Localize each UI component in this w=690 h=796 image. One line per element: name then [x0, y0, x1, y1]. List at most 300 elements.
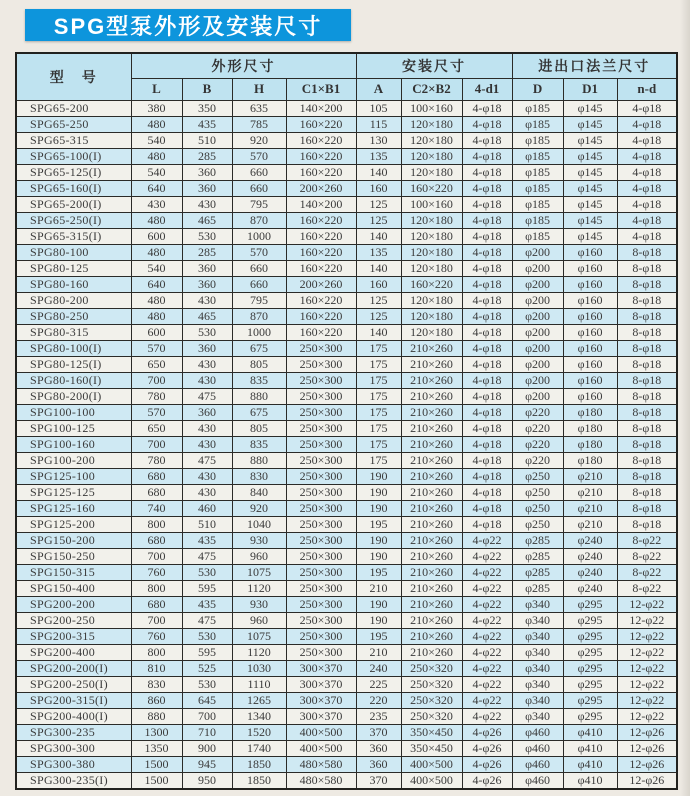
value-cell: 250×300 [286, 404, 356, 420]
value-cell: 250×300 [286, 500, 356, 516]
value-cell: 120×180 [401, 164, 462, 180]
value-cell: φ340 [512, 708, 563, 724]
value-cell: 475 [182, 452, 232, 468]
value-cell: 8-φ18 [617, 484, 677, 500]
value-cell: 400×500 [286, 740, 356, 756]
value-cell: 860 [131, 692, 182, 708]
table-row [16, 372, 677, 388]
value-cell: 660 [232, 260, 286, 276]
value-cell: 125 [356, 308, 401, 324]
value-cell: 210 [356, 580, 401, 596]
model-cell: SPG80-200(I) [16, 388, 131, 404]
value-cell: 12-φ22 [617, 644, 677, 660]
value-cell: 4-φ26 [462, 740, 512, 756]
table-row [16, 244, 677, 260]
value-cell: φ460 [512, 756, 563, 772]
value-cell: 250×300 [286, 340, 356, 356]
value-cell: 945 [182, 756, 232, 772]
model-cell: SPG80-315 [16, 324, 131, 340]
value-cell: 300×370 [286, 692, 356, 708]
value-cell: 1850 [232, 756, 286, 772]
value-cell: 190 [356, 548, 401, 564]
value-cell: φ200 [512, 388, 563, 404]
value-cell: 115 [356, 116, 401, 132]
value-cell: 210×260 [401, 404, 462, 420]
value-cell: 8-φ18 [617, 340, 677, 356]
value-cell: 360 [356, 740, 401, 756]
value-cell: 510 [182, 516, 232, 532]
value-cell: φ340 [512, 612, 563, 628]
value-cell: 8-φ18 [617, 404, 677, 420]
value-cell: 120×180 [401, 116, 462, 132]
value-cell: 250×300 [286, 452, 356, 468]
value-cell: φ200 [512, 260, 563, 276]
model-cell: SPG200-315(I) [16, 692, 131, 708]
value-cell: 465 [182, 212, 232, 228]
value-cell: 120×180 [401, 148, 462, 164]
value-cell: 400×500 [401, 772, 462, 789]
table-row [16, 660, 677, 676]
header-install-dimensions: 安装尺寸 [356, 53, 512, 78]
value-cell: φ160 [563, 356, 617, 372]
value-cell: 4-φ22 [462, 548, 512, 564]
value-cell: 210×260 [401, 340, 462, 356]
table-row [16, 596, 677, 612]
value-cell: 210×260 [401, 596, 462, 612]
value-cell: φ250 [512, 484, 563, 500]
value-cell: 4-φ18 [462, 468, 512, 484]
value-cell: φ340 [512, 692, 563, 708]
value-cell: φ160 [563, 308, 617, 324]
value-cell: φ145 [563, 196, 617, 212]
value-cell: 460 [182, 500, 232, 516]
value-cell: φ185 [512, 100, 563, 116]
value-cell: 1350 [131, 740, 182, 756]
value-cell: 210×260 [401, 484, 462, 500]
model-cell: SPG80-100 [16, 244, 131, 260]
model-cell: SPG200-250 [16, 612, 131, 628]
table-row [16, 388, 677, 404]
value-cell: 4-φ22 [462, 708, 512, 724]
value-cell: 350×450 [401, 740, 462, 756]
value-cell: 430 [182, 196, 232, 212]
value-cell: 4-φ18 [617, 164, 677, 180]
value-cell: 4-φ22 [462, 532, 512, 548]
value-cell: 1740 [232, 740, 286, 756]
table-row [16, 740, 677, 756]
table-row [16, 212, 677, 228]
value-cell: 1500 [131, 772, 182, 789]
value-cell: φ220 [512, 436, 563, 452]
value-cell: 250×300 [286, 436, 356, 452]
value-cell: 1500 [131, 756, 182, 772]
value-cell: 870 [232, 212, 286, 228]
value-cell: 210×260 [401, 580, 462, 596]
value-cell: φ285 [512, 532, 563, 548]
model-cell: SPG300-235 [16, 724, 131, 740]
model-cell: SPG125-200 [16, 516, 131, 532]
value-cell: 950 [182, 772, 232, 789]
value-cell: 210×260 [401, 436, 462, 452]
value-cell: 880 [232, 388, 286, 404]
value-cell: 4-φ18 [462, 260, 512, 276]
value-cell: φ340 [512, 676, 563, 692]
value-cell: 225 [356, 676, 401, 692]
table-row [16, 308, 677, 324]
value-cell: φ145 [563, 116, 617, 132]
value-cell: 160×220 [286, 324, 356, 340]
value-cell: 430 [182, 484, 232, 500]
value-cell: 595 [182, 644, 232, 660]
value-cell: 1300 [131, 724, 182, 740]
value-cell: 135 [356, 244, 401, 260]
value-cell: 430 [182, 372, 232, 388]
value-cell: φ160 [563, 388, 617, 404]
value-cell: 160×220 [401, 180, 462, 196]
value-cell: 4-φ18 [617, 132, 677, 148]
value-cell: 8-φ18 [617, 324, 677, 340]
value-cell: 680 [131, 484, 182, 500]
value-cell: φ200 [512, 292, 563, 308]
value-cell: 480 [131, 212, 182, 228]
value-cell: φ460 [512, 740, 563, 756]
value-cell: 660 [232, 276, 286, 292]
model-cell: SPG80-200 [16, 292, 131, 308]
value-cell: 475 [182, 612, 232, 628]
value-cell: 175 [356, 452, 401, 468]
value-cell: 120×180 [401, 212, 462, 228]
value-cell: 210×260 [401, 420, 462, 436]
value-cell: φ180 [563, 452, 617, 468]
value-cell: 570 [131, 340, 182, 356]
value-cell: 475 [182, 548, 232, 564]
value-cell: φ240 [563, 564, 617, 580]
value-cell: φ200 [512, 356, 563, 372]
value-cell: 530 [182, 228, 232, 244]
value-cell: 510 [182, 132, 232, 148]
value-cell: φ210 [563, 516, 617, 532]
value-cell: 540 [131, 164, 182, 180]
value-cell: 140 [356, 324, 401, 340]
value-cell: 840 [232, 484, 286, 500]
value-cell: 660 [232, 180, 286, 196]
value-cell: 4-φ22 [462, 660, 512, 676]
value-cell: φ200 [512, 372, 563, 388]
value-cell: 125 [356, 292, 401, 308]
value-cell: 12-φ22 [617, 612, 677, 628]
table-row [16, 228, 677, 244]
value-cell: φ160 [563, 260, 617, 276]
value-cell: φ145 [563, 228, 617, 244]
value-cell: 160×220 [286, 116, 356, 132]
value-cell: 435 [182, 532, 232, 548]
model-cell: SPG150-250 [16, 548, 131, 564]
value-cell: 660 [232, 164, 286, 180]
value-cell: φ340 [512, 644, 563, 660]
value-cell: 250×300 [286, 516, 356, 532]
value-cell: 175 [356, 404, 401, 420]
value-cell: φ410 [563, 724, 617, 740]
value-cell: 8-φ22 [617, 580, 677, 596]
table-row [16, 516, 677, 532]
value-cell: 4-φ18 [462, 388, 512, 404]
value-cell: 570 [232, 244, 286, 260]
value-cell: 175 [356, 436, 401, 452]
table-header [16, 53, 677, 100]
value-cell: 800 [131, 516, 182, 532]
value-cell: 190 [356, 596, 401, 612]
model-cell: SPG80-125 [16, 260, 131, 276]
value-cell: 4-φ18 [462, 244, 512, 260]
value-cell: 4-φ22 [462, 596, 512, 612]
value-cell: 360 [182, 276, 232, 292]
value-cell: 300×370 [286, 708, 356, 724]
value-cell: 530 [182, 676, 232, 692]
model-cell: SPG65-200 [16, 100, 131, 116]
value-cell: 4-φ18 [462, 500, 512, 516]
value-cell: 4-φ18 [462, 324, 512, 340]
value-cell: 12-φ26 [617, 756, 677, 772]
value-cell: 1030 [232, 660, 286, 676]
value-cell: 480 [131, 116, 182, 132]
value-cell: 8-φ18 [617, 356, 677, 372]
value-cell: 1340 [232, 708, 286, 724]
value-cell: 210 [356, 644, 401, 660]
value-cell: 12-φ22 [617, 708, 677, 724]
value-cell: 4-φ18 [462, 276, 512, 292]
value-cell: 125 [356, 212, 401, 228]
value-cell: 370 [356, 724, 401, 740]
value-cell: 8-φ18 [617, 292, 677, 308]
value-cell: φ160 [563, 372, 617, 388]
value-cell: φ200 [512, 244, 563, 260]
value-cell: 930 [232, 532, 286, 548]
value-cell: 360 [356, 756, 401, 772]
model-cell: SPG150-200 [16, 532, 131, 548]
value-cell: 4-φ18 [462, 308, 512, 324]
value-cell: φ145 [563, 148, 617, 164]
value-cell: φ210 [563, 484, 617, 500]
value-cell: 640 [131, 180, 182, 196]
value-cell: 4-φ18 [617, 116, 677, 132]
value-cell: 210×260 [401, 500, 462, 516]
value-cell: 380 [131, 100, 182, 116]
value-cell: 530 [182, 628, 232, 644]
value-cell: φ145 [563, 164, 617, 180]
model-cell: SPG80-100(I) [16, 340, 131, 356]
value-cell: 4-φ18 [617, 228, 677, 244]
value-cell: 160×220 [286, 244, 356, 260]
header-outline-dimensions: 外形尺寸 [131, 53, 356, 78]
value-cell: 190 [356, 500, 401, 516]
value-cell: 210×260 [401, 452, 462, 468]
value-cell: φ295 [563, 644, 617, 660]
value-cell: 480×580 [286, 772, 356, 789]
table-row [16, 724, 677, 740]
value-cell: φ240 [563, 532, 617, 548]
value-cell: 250×300 [286, 564, 356, 580]
value-cell: 160×220 [286, 292, 356, 308]
value-cell: φ460 [512, 772, 563, 789]
value-cell: 12-φ22 [617, 628, 677, 644]
table-row [16, 324, 677, 340]
value-cell: 160 [356, 180, 401, 196]
value-cell: 160×220 [286, 260, 356, 276]
table-row [16, 148, 677, 164]
header-col-D: D [512, 78, 563, 100]
model-cell: SPG200-200(I) [16, 660, 131, 676]
value-cell: 760 [131, 564, 182, 580]
model-cell: SPG300-300 [16, 740, 131, 756]
value-cell: φ200 [512, 340, 563, 356]
value-cell: 120×180 [401, 260, 462, 276]
value-cell: 250×300 [286, 612, 356, 628]
value-cell: 4-φ18 [462, 404, 512, 420]
table-row [16, 500, 677, 516]
value-cell: 650 [131, 420, 182, 436]
value-cell: φ295 [563, 612, 617, 628]
value-cell: 835 [232, 372, 286, 388]
value-cell: 795 [232, 196, 286, 212]
value-cell: 120×180 [401, 292, 462, 308]
value-cell: 4-φ22 [462, 644, 512, 660]
value-cell: 830 [131, 676, 182, 692]
model-cell: SPG300-235(I) [16, 772, 131, 789]
value-cell: 8-φ18 [617, 388, 677, 404]
value-cell: 160×220 [286, 164, 356, 180]
value-cell: φ340 [512, 628, 563, 644]
table-row [16, 580, 677, 596]
value-cell: φ250 [512, 516, 563, 532]
model-cell: SPG150-400 [16, 580, 131, 596]
value-cell: 210×260 [401, 564, 462, 580]
table-row [16, 356, 677, 372]
value-cell: 540 [131, 260, 182, 276]
value-cell: 1040 [232, 516, 286, 532]
table-row [16, 260, 677, 276]
value-cell: 210×260 [401, 628, 462, 644]
table-row [16, 292, 677, 308]
value-cell: φ460 [512, 724, 563, 740]
value-cell: 4-φ18 [462, 516, 512, 532]
header-col-B: B [182, 78, 232, 100]
value-cell: 360 [182, 340, 232, 356]
value-cell: 250×320 [401, 708, 462, 724]
value-cell: φ295 [563, 676, 617, 692]
value-cell: φ340 [512, 596, 563, 612]
model-cell: SPG65-100(I) [16, 148, 131, 164]
value-cell: 250×300 [286, 596, 356, 612]
value-cell: 190 [356, 532, 401, 548]
table-row [16, 676, 677, 692]
value-cell: 210×260 [401, 388, 462, 404]
model-cell: SPG100-100 [16, 404, 131, 420]
value-cell: φ210 [563, 468, 617, 484]
value-cell: 190 [356, 484, 401, 500]
value-cell: 360 [182, 180, 232, 196]
value-cell: 4-φ18 [462, 180, 512, 196]
value-cell: 760 [131, 628, 182, 644]
value-cell: 465 [182, 308, 232, 324]
value-cell: 900 [182, 740, 232, 756]
value-cell: 430 [182, 436, 232, 452]
value-cell: 4-φ22 [462, 612, 512, 628]
model-cell: SPG100-160 [16, 436, 131, 452]
value-cell: 430 [182, 356, 232, 372]
value-cell: 350 [182, 100, 232, 116]
value-cell: 105 [356, 100, 401, 116]
value-cell: 4-φ22 [462, 692, 512, 708]
value-cell: 8-φ18 [617, 516, 677, 532]
value-cell: 350×450 [401, 724, 462, 740]
value-cell: 4-φ18 [462, 212, 512, 228]
model-cell: SPG200-200 [16, 596, 131, 612]
value-cell: 880 [232, 452, 286, 468]
value-cell: 4-φ18 [617, 212, 677, 228]
value-cell: 920 [232, 500, 286, 516]
header-col-H: H [232, 78, 286, 100]
value-cell: 680 [131, 596, 182, 612]
value-cell: 1075 [232, 628, 286, 644]
value-cell: 805 [232, 420, 286, 436]
table-body [16, 100, 677, 789]
value-cell: 4-φ18 [462, 100, 512, 116]
value-cell: 1000 [232, 324, 286, 340]
value-cell: 160×220 [286, 308, 356, 324]
value-cell: φ220 [512, 420, 563, 436]
value-cell: φ185 [512, 116, 563, 132]
value-cell: φ180 [563, 436, 617, 452]
table-row [16, 420, 677, 436]
value-cell: 680 [131, 532, 182, 548]
value-cell: 12-φ22 [617, 676, 677, 692]
value-cell: 140 [356, 260, 401, 276]
value-cell: 1120 [232, 644, 286, 660]
value-cell: 175 [356, 356, 401, 372]
value-cell: φ285 [512, 548, 563, 564]
value-cell: 8-φ18 [617, 452, 677, 468]
value-cell: 600 [131, 324, 182, 340]
value-cell: 480×580 [286, 756, 356, 772]
value-cell: 360 [182, 404, 232, 420]
table-row [16, 532, 677, 548]
value-cell: 1120 [232, 580, 286, 596]
value-cell: 130 [356, 132, 401, 148]
value-cell: 635 [232, 100, 286, 116]
table-row [16, 404, 677, 420]
value-cell: 120×180 [401, 132, 462, 148]
value-cell: 190 [356, 612, 401, 628]
table-row [16, 340, 677, 356]
value-cell: 250×320 [401, 660, 462, 676]
value-cell: φ185 [512, 148, 563, 164]
value-cell: 795 [232, 292, 286, 308]
value-cell: φ185 [512, 164, 563, 180]
value-cell: 120×180 [401, 308, 462, 324]
value-cell: 235 [356, 708, 401, 724]
model-cell: SPG65-315(I) [16, 228, 131, 244]
value-cell: 570 [232, 148, 286, 164]
value-cell: 8-φ18 [617, 420, 677, 436]
value-cell: 430 [182, 468, 232, 484]
value-cell: 680 [131, 468, 182, 484]
value-cell: 300×370 [286, 660, 356, 676]
value-cell: 210×260 [401, 644, 462, 660]
value-cell: 480 [131, 292, 182, 308]
value-cell: 4-φ18 [462, 292, 512, 308]
value-cell: 125 [356, 196, 401, 212]
value-cell: 210×260 [401, 532, 462, 548]
